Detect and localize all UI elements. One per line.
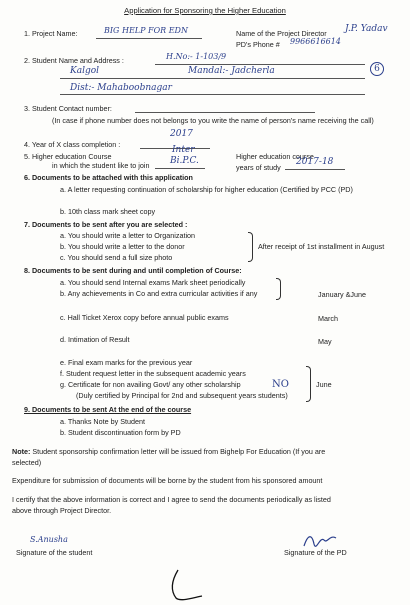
sec7-brace (248, 232, 253, 262)
sec7-item-a: a. You should write a letter to Organization (60, 231, 196, 240)
course-value-1: Inter (172, 145, 195, 155)
note-text-2: selected) (12, 458, 42, 467)
contact-label: 3. Student Contact number: (24, 104, 112, 113)
years-label: Higher education course (236, 152, 314, 161)
note-label: Note: (12, 447, 31, 456)
years-underline (285, 169, 345, 170)
course-label: 5. Higher education Course (24, 152, 112, 161)
sec7-item-b: b. You should write a letter to the donor (60, 242, 185, 251)
pd-signature-label: Signature of the PD (284, 548, 347, 557)
director-value: J.P. Yadav (345, 24, 388, 34)
sec7-head: 7. Documents to be sent after you are selected : (24, 220, 188, 229)
sec9-item-b: b. Student discontinuation form by PD (60, 428, 181, 437)
expenditure-text: Expenditure for submission of documents will be borne by the student from his sponsored amount (12, 476, 323, 485)
contact-note (52, 116, 387, 125)
sec8-g-value: NO (272, 379, 289, 390)
sec8-d-time: May (318, 337, 332, 346)
circled-number: 6 (370, 62, 384, 76)
phone-value: 9966616614 (290, 37, 341, 46)
sec8-item-b: b. Any achievements in Co and extra curricular activities if any (60, 289, 258, 298)
bottom-scribble (166, 568, 206, 602)
sec8-efg-time: June (316, 380, 332, 389)
sec9-head: 9. Documents to be sent At the end of the course (24, 405, 192, 414)
note-line (12, 447, 325, 456)
address-mandal: Mandal:- Jadcherla (188, 66, 275, 76)
student-signature: S.Anusha (30, 535, 68, 544)
project-name-label: 1. Project Name: (24, 29, 78, 38)
years-value: 2017-18 (296, 157, 334, 167)
address-line-1: H.No:- 1-103/9 (166, 52, 227, 61)
sec8-efg-brace (306, 366, 311, 402)
sec7-note: After receipt of 1st installment in August (258, 242, 385, 251)
contact-note-text: (In case if phone number does not belongs to you write the name of person's name receiving the call) (52, 116, 374, 125)
sec8-item-f: f. Student request letter in the subsequent academic years (60, 369, 246, 378)
sec8-item-e: e. Final exam marks for the previous year (60, 358, 193, 367)
document-title: Application for Sponsoring the Higher Education (124, 6, 286, 15)
xclass-value: 2017 (170, 129, 193, 139)
address-underline-1 (155, 64, 365, 65)
note-text: Student sponsorship confirmation letter will be issued from Bighelp For Education (If you are (32, 447, 326, 456)
sec8-item-d: d. Intimation of Result (60, 335, 130, 344)
sec7-item-c: c. You should send a full size photo (60, 253, 173, 262)
sec8-c-time: March (318, 314, 338, 323)
certify-line-2: above through Project Director. (12, 506, 112, 515)
phone-label: PD's Phone # (236, 40, 280, 49)
sec9-item-a: a. Thanks Note by Student (60, 417, 145, 426)
course-underline (155, 168, 205, 169)
years-sub: years of study (236, 163, 281, 172)
sec6-item-b: b. 10th class mark sheet copy (60, 207, 156, 216)
sec8-ab-time: January &June (318, 290, 366, 299)
student-label: 2. Student Name and Address : (24, 56, 124, 65)
sec6-head: 6. Documents to be attached with this application (24, 173, 193, 182)
certify-line-1: I certify that the above information is correct and I agree to send the documents periodically as listed (12, 495, 331, 504)
sec8-g-note: (Duly certified by Principal for 2nd and subsequent years students) (76, 391, 288, 400)
address-underline-2 (60, 78, 365, 79)
sec8-item-g: g. Certificate for non availing Govt/ any other scholarship (60, 380, 241, 389)
project-name-underline (96, 38, 202, 39)
course-sub: in which the student like to join (52, 161, 150, 170)
contact-underline (135, 112, 315, 113)
address-line-3: Dist:- Mahaboobnagar (70, 83, 172, 93)
course-value-2: Bi.P.C. (170, 156, 199, 166)
sec8-ab-brace (276, 278, 281, 300)
xclass-label: 4. Year of X class completion : (24, 140, 121, 149)
sec6-item-a: a. A letter requesting continuation of scholarship for higher education (Certified by PCC (PD) (60, 185, 353, 194)
sec8-item-a: a. You should send Internal exams Mark sheet periodically (60, 278, 246, 287)
sec8-head: 8. Documents to be sent during and until completion of Course: (24, 266, 242, 275)
student-signature-label: Signature of the student (16, 548, 93, 557)
address-line-2: Kalgol (70, 66, 100, 76)
sec8-item-c: c. Hall Ticket Xerox copy before annual public exams (60, 313, 229, 322)
address-underline-3 (60, 94, 365, 95)
project-name-value: BIG HELP FOR EDN (104, 26, 188, 35)
director-label: Name of the Project Director (236, 29, 327, 38)
